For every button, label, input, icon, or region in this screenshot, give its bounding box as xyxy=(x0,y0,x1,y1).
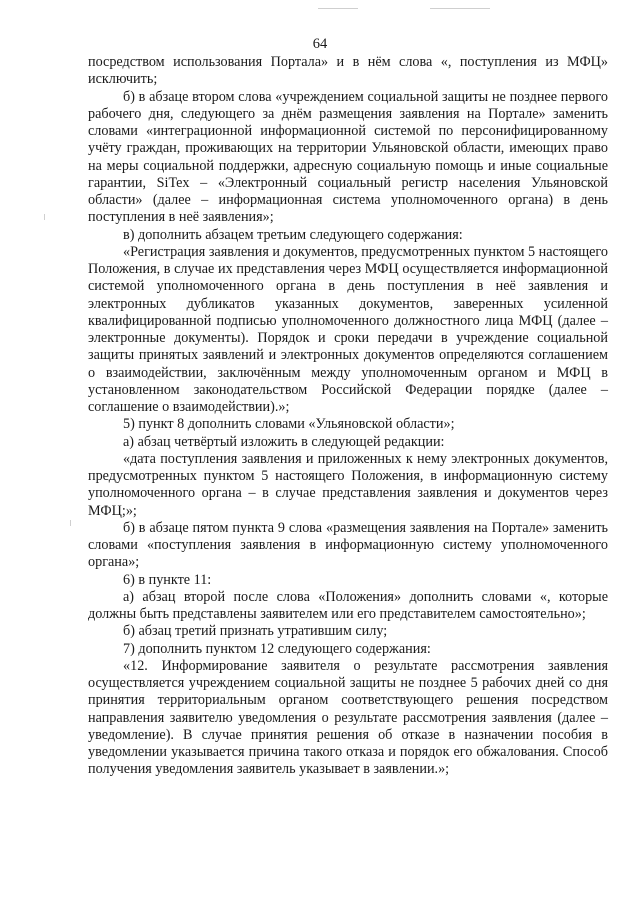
paragraph: «12. Информирование заявителя о результате рассмотрения заявления осуществляется учреждением социальной защиты не позднее 5 рабочих дней со дня принятия территориальным органом соответствующего решения посредством направления заявителю уведомления о результате рассмотрения заявления (далее – уведомление). В случае принятия решения об отказе в назначении пособия в уведомлении указывается причина такого отказа и порядок его обжалования. Способ получения уведомления заявитель указывает в заявлении.»; xyxy=(88,657,608,778)
scan-artifact xyxy=(70,520,71,526)
paragraph: а) абзац второй после слова «Положения» дополнить словами «, которые должны быть представлены заявителем или его представителем самостоятельно»; xyxy=(88,588,608,622)
paragraph: в) дополнить абзацем третьим следующего содержания: xyxy=(123,226,463,243)
paragraph: посредством использования Портала» и в нём слова «, поступления из МФЦ» исключить; xyxy=(88,54,608,88)
paragraph: б) в абзаце пятом пункта 9 слова «размещения заявления на Портале» заменить словами «поступления заявления в информационную систему уполномоченного органа»; xyxy=(88,519,608,571)
paragraph: «дата поступления заявления и приложенных к нему электронных документов, предусмотренных пунктом 5 настоящего Положения, в информационную систему уполномоченного органа – в случае представления заявления и документов через МФЦ;»; xyxy=(88,450,608,519)
document-body xyxy=(88,54,608,779)
paragraph: а) абзац четвёртый изложить в следующей редакции: xyxy=(123,433,445,450)
scan-artifact xyxy=(44,214,45,220)
scan-artifact xyxy=(318,8,358,9)
paragraph: 5) пункт 8 дополнить словами «Ульяновской области»; xyxy=(123,416,455,433)
paragraph: б) в абзаце втором слова «учреждением социальной защиты не позднее первого рабочего дня, следующего за днём размещения заявления на Портале» заменить словами «интеграционной информационной системой по персонифицированному учёту граждан, проживающих на территории Ульяновской области, имеющих право на меры социальной поддержки, адресную социальную помощь и иные социальные гарантии, SiTex – «Электронный социальный регистр населения Ульяновской области» (далее – информационная система уполномоченного органа) в день поступления в неё заявления»; xyxy=(88,88,608,226)
paragraph: «Регистрация заявления и документов, предусмотренных пунктом 5 настоящего Положения, в случае их представления через МФЦ осуществляется информационной системой уполномоченного органа в день поступления в неё заявления и электронных дубликатов указанных документов, заверенных усиленной квалифицированной подписью уполномоченного должностного лица МФЦ (далее – электронные документы). Порядок и сроки передачи в учреждение социальной защиты принятых заявлений и электронных документов определяются соглашением о взаимодействии, заключённым между уполномоченным органом и МФЦ в установленном законодательством Российской Федерации порядке (далее – соглашение о взаимодействии).»; xyxy=(88,243,608,415)
page-number: 64 xyxy=(312,36,328,52)
scan-artifact xyxy=(430,8,490,9)
paragraph: 6) в пункте 11: xyxy=(123,571,212,588)
paragraph: б) абзац третий признать утратившим силу; xyxy=(123,623,388,640)
paragraph: 7) дополнить пунктом 12 следующего содержания: xyxy=(123,640,431,657)
